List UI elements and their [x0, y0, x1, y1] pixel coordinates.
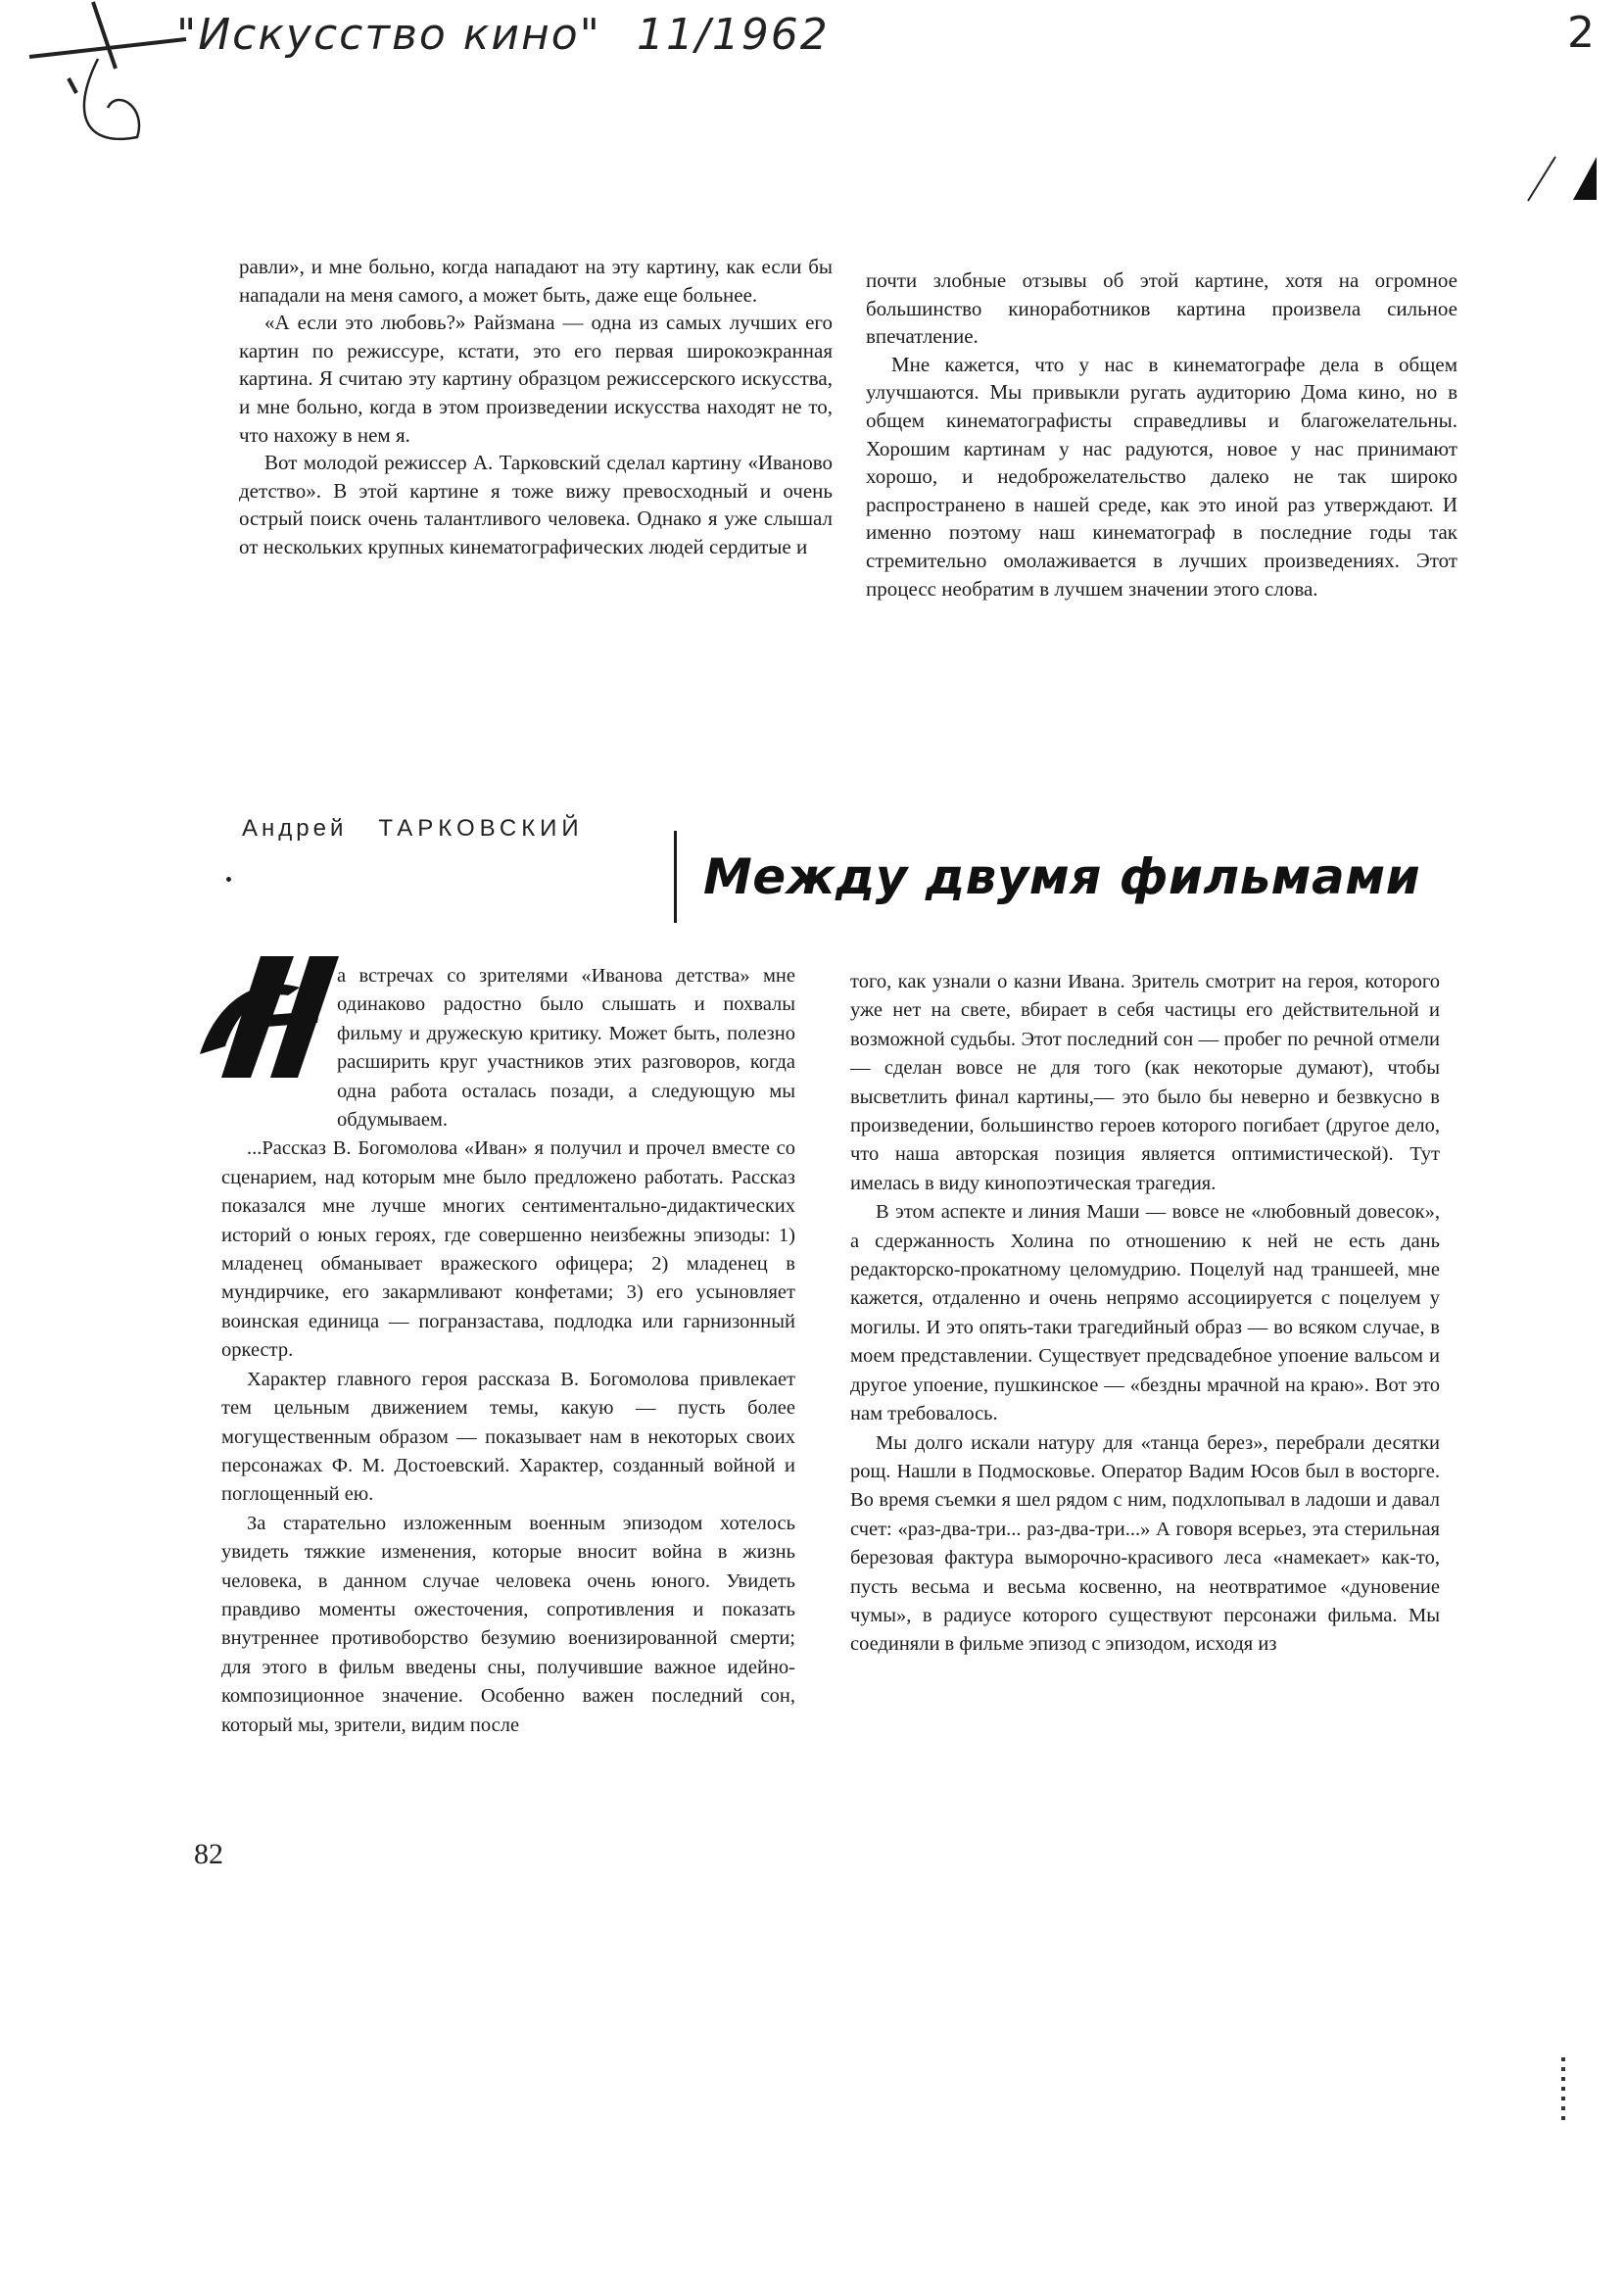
paragraph: а встречах со зрителями «Иванова детства» мне одинаково радостно было слышать и похвалы фильму и дружескую критику. Может быть, полезно расширить круг участников этих разговоров, когда одна работа осталась позади, а следующую мы обдумываем. — [337, 965, 795, 1132]
paragraph: Мне кажется, что у нас в кинематографе дела в общем улучшаются. Мы привыкли ругать аудиторию Дома кино, но в общем кинематографисты справедливы и благожелательны. Хорошим картинам у нас радуются, новое у нас принимают хорошо, и недоброжелательство далеко не так широко распространено в нашей среде, как это иной раз утверждают. И именно поэтому наш кинематограф в последние годы так стремительно омолаживается в лучших произведениях. Этот процесс необратим в лучшем значении этого слова. — [866, 352, 1457, 601]
paragraph: почти злобные отзывы об этой картине, хотя на огромное большинство киноработников картина произвела сильное впечатление. — [866, 268, 1457, 349]
handwritten-title: "Искусство кино" — [176, 10, 601, 60]
paragraph: Вот молодой режиссер А. Тарковский сделал картину «Иваново детство». В этой картине я тоже вижу превосходный и очень острый поиск очень талантливого человека. Однако я уже слышал от нескольких крупных кинематографических людей сердитые и — [239, 451, 833, 558]
handwritten-page-number: 2 — [1567, 8, 1597, 58]
paragraph: Мы долго искали натуру для «танца берез», перебрали десятки рощ. Нашли в Подмосковье. Оператор Вадим Юсов был в восторге. Во время съемки я шел рядом с ним, подхлопывал в ладоши и давал счет: «раз-два-три... раз-два-три...» А говоря всерьез, эта стерильная березовая фактура выморочно-красивого леса «намекает» как-то, пусть весьма и весьма косвенно, на неотвратимое «дуновение чумы», в радиусе которого существуют персонажи фильма. Мы соединяли в фильме эпизод с эпизодом, исходя из — [850, 1431, 1440, 1656]
article-left-column — [221, 962, 795, 1740]
dropcap-text: Н — [192, 936, 204, 952]
paragraph: В этом аспекте и линия Маши — вовсе не «любовный довесок», а сдержанность Холина по отношению к ней не есть дань редакторско-прокатному целомудрию. Поцелуй над траншеей, мне кажется, отдаленно и очень непрямо ассоциируется с поцелуем у могилы. И это опять-таки трагедийный образ — во всяком случае, в моем представлении. Существует предсвадебное упоение вальсом и другое упоение, пушкинское — «бездны мрачной на краю». Вот это нам требовалось. — [850, 1201, 1440, 1425]
bullet-dot — [226, 877, 231, 882]
author-first-name: Андрей — [242, 815, 348, 842]
paragraph: того, как узнали о казни Ивана. Зритель смотрит на героя, которого уже нет на свете, вбирает в себя частицы его действительной и возможной судьбы. Этот последний сон — пробег по речной отмели — сделан вовсе не для того (как некоторые думают), чтобы высветлить финал картины,— это было бы неверно и безвкусно в произведении, большинство героев которого погибает (другое дело, что наша авторская позиция является оптимистической). Тут имелась в виду кинопоэтическая трагедия. — [850, 971, 1440, 1194]
paragraph: ...Рассказ В. Богомолова «Иван» я получил и прочел вместе со сценарием, над которым мне было предложено работать. Рассказ показался мне лучше многих сентиментально-дидактических историй о юных героях, где совершенно неизбежны эпизоды: 1) младенец обманывает вражеского офицера; 2) младенец в мундирчике, его закармливают конфетами; 3) его усыновляет воинская единица — погранзастава, подлодка или гарнизонный оркестр. — [221, 1137, 795, 1362]
paragraph: За старательно изложенным военным эпизодом хотелось увидеть тяжкие изменения, которые вносит война в жизнь человека, в данном случае человека очень юного. Увидеть правдиво моменты ожесточения, сопротивления и показать внутреннее противоборство безумию военизированной смерти; для этого в фильм введены сны, получившие важное идейно-композиционное значение. Особенно важен последний сон, который мы, зрители, видим после — [221, 1512, 795, 1736]
page-number: 82 — [194, 1838, 223, 1870]
article-title: Между двумя фильмами — [703, 848, 1421, 905]
article-author — [242, 815, 584, 843]
paragraph: равли», и мне больно, когда нападают на эту картину, как если бы нападали на меня самого, а может быть, даже еще больнее. — [239, 255, 833, 307]
handwritten-issue: 11/1962 — [637, 10, 830, 60]
margin-marks — [1561, 2057, 1565, 2126]
heading-divider — [674, 831, 677, 923]
top-left-column — [239, 253, 833, 561]
top-right-column — [866, 266, 1457, 603]
corner-triangle-mark — [1573, 157, 1597, 200]
author-last-name: ТАРКОВСКИЙ — [378, 815, 584, 842]
paragraph: Характер главного героя рассказа В. Богомолова привлекает тем цельным движением темы, какую — пусть более могущественным образом — показывает нам в некоторых своих персонажах Ф. М. Достоевский. Характер, созданный войной и поглощенный ею. — [221, 1368, 795, 1506]
article-right-column — [850, 968, 1440, 1660]
paragraph: «А если это любовь?» Райзмана — одна из самых лучших его картин по режиссуре, кстати, это его первая широкоэкранная картина. Я считаю эту картину образцом режиссерского искусства, и мне больно, когда в этом произведении искусства находят не то, что нахожу в нем я. — [239, 311, 833, 447]
